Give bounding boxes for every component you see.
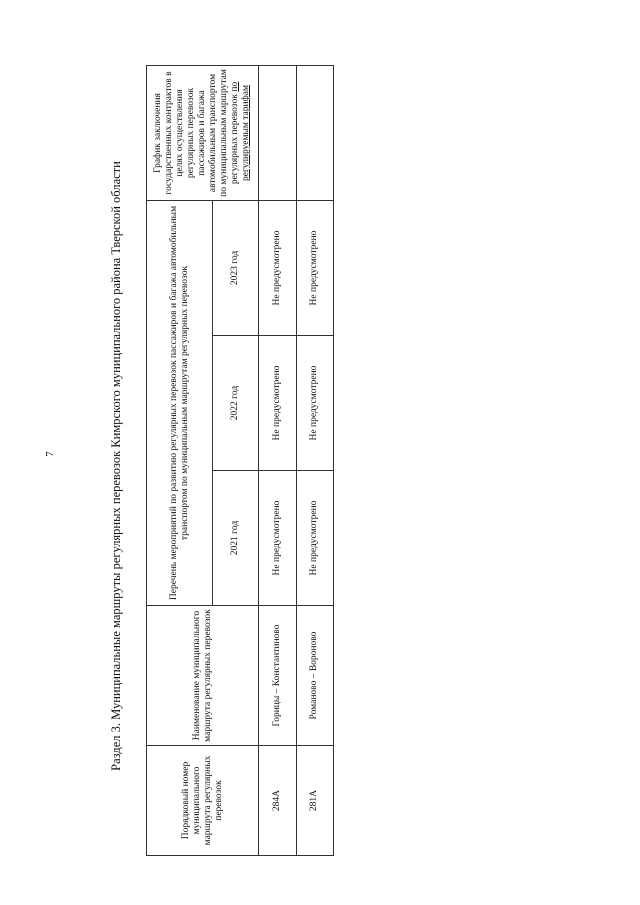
section-heading: Раздел 3. Муниципальные маршруты регулярных перевозок Кимрского муниципального района Тверской области [109, 161, 123, 771]
table-row [259, 65, 297, 855]
cell-route-number: 281А [296, 746, 334, 856]
cell-route-name: Горицы – Константиново [259, 606, 297, 746]
header-schedule [147, 65, 259, 200]
page-number: 7 [44, 451, 56, 457]
table-row [296, 65, 334, 855]
header-route-name: Наименование муниципального маршрута регулярных перевозок [147, 606, 259, 746]
header-route-number: Порядковый номер муниципального маршрута регулярных перевозок [147, 746, 259, 856]
cell-route-name: Романово – Вороново [296, 606, 334, 746]
header-measures: Перечень мероприятий по развитию регулярных перевозок пассажиров и багажа автомобильным транспортом по муниципальным маршрутам регулярных перевозок [147, 200, 213, 605]
landscape-content [100, 56, 340, 876]
cell-schedule [259, 65, 297, 200]
routes-table [146, 65, 334, 856]
header-year-2022: 2022 год [213, 336, 259, 471]
cell-route-number: 284А [259, 746, 297, 856]
cell-2022: Не предусмотрено [259, 336, 297, 471]
header-year-2021: 2021 год [213, 471, 259, 606]
cell-2021: Не предусмотрено [296, 471, 334, 606]
cell-schedule [296, 65, 334, 200]
cell-2023: Не предусмотрено [296, 200, 334, 335]
header-schedule-tail: по регулируемым тарифам [230, 81, 251, 181]
cell-2023: Не предусмотрено [259, 200, 297, 335]
header-schedule-main: График заключения государственных контрактов в целях осуществления регулярных перевозок пассажиров и багажа автомобильным транспортом по муниципальным маршрутам регулярных перевозок [153, 69, 240, 197]
cell-2021: Не предусмотрено [259, 471, 297, 606]
cell-2022: Не предусмотрено [296, 336, 334, 471]
header-year-2023: 2023 год [213, 200, 259, 335]
